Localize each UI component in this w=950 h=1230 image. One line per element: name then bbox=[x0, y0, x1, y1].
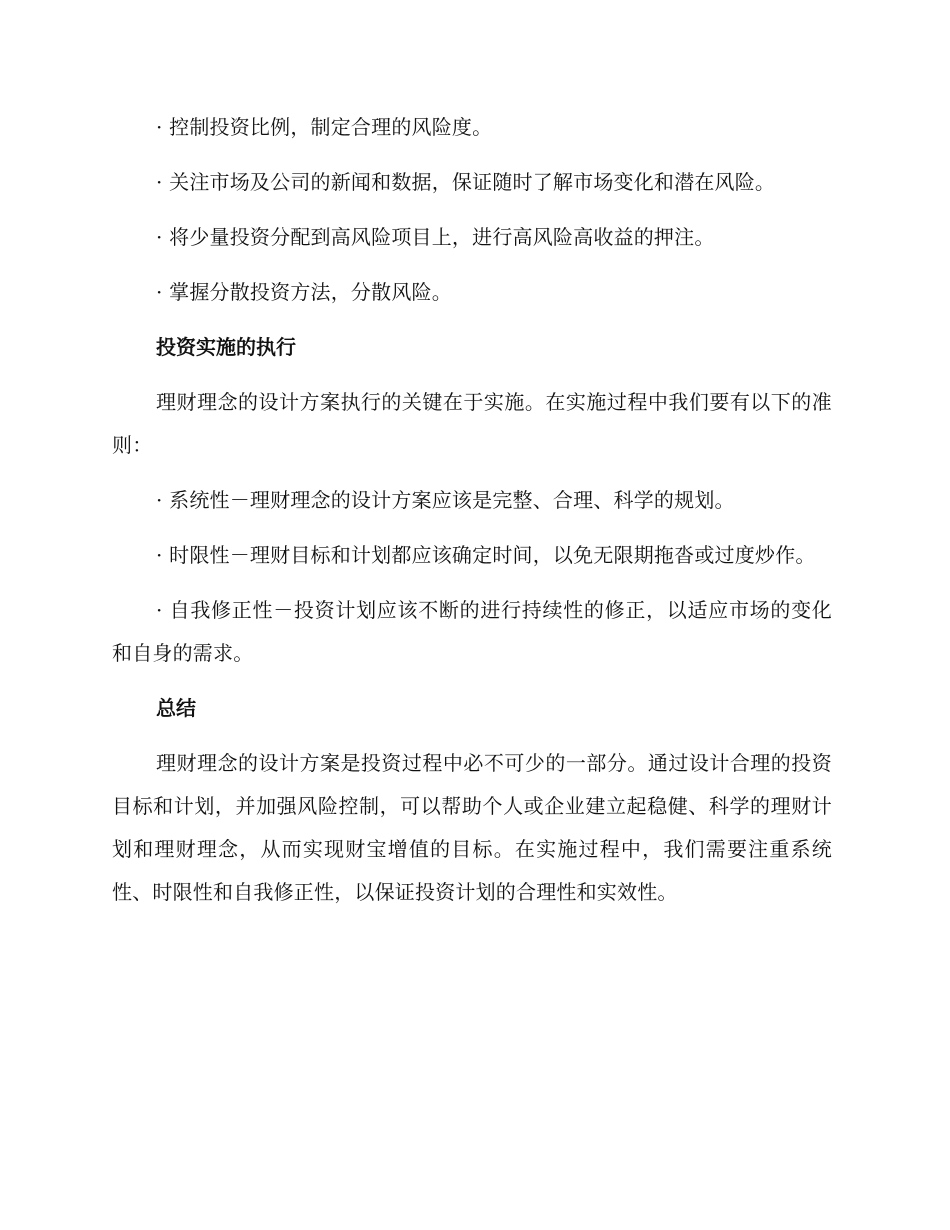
bullet-market-news: · 关注市场及公司的新闻和数据，保证随时了解市场变化和潜在风险。 bbox=[156, 170, 776, 194]
paragraph-execution: 理财理念的设计方案执行的关键在于实施。在实施过程中我们要有以下的准则： bbox=[112, 390, 832, 457]
section-heading-summary: 总结 bbox=[156, 696, 196, 720]
bullet-diversify: · 掌握分散投资方法，分散风险。 bbox=[156, 280, 452, 304]
paragraph-summary: 理财理念的设计方案是投资过程中必不可少的一部分。通过设计合理的投资目标和计划，并加强风险控制，可以帮助个人或企业建立起稳健、科学的理财计划和理财理念，从而实现财宝增值的目标。在实施过程中，我们需要注重系统性、时限性和自我修正性，以保证投资计划的合理性和实效性。 bbox=[112, 751, 832, 904]
document-body bbox=[112, 106, 832, 926]
section-heading-execution: 投资实施的执行 bbox=[156, 335, 296, 359]
bullet-time-limit: · 时限性－理财目标和计划都应该确定时间，以免无限期拖沓或过度炒作。 bbox=[156, 543, 816, 567]
bullet-high-risk: · 将少量投资分配到高风险项目上，进行高风险高收益的押注。 bbox=[156, 225, 715, 249]
bullet-systematic: · 系统性－理财理念的设计方案应该是完整、合理、科学的规划。 bbox=[156, 488, 735, 512]
bullet-risk-ratio: · 控制投资比例，制定合理的风险度。 bbox=[156, 115, 493, 139]
bullet-self-correction: · 自我修正性－投资计划应该不断的进行持续性的修正，以适应市场的变化和自身的需求。 bbox=[112, 598, 832, 665]
